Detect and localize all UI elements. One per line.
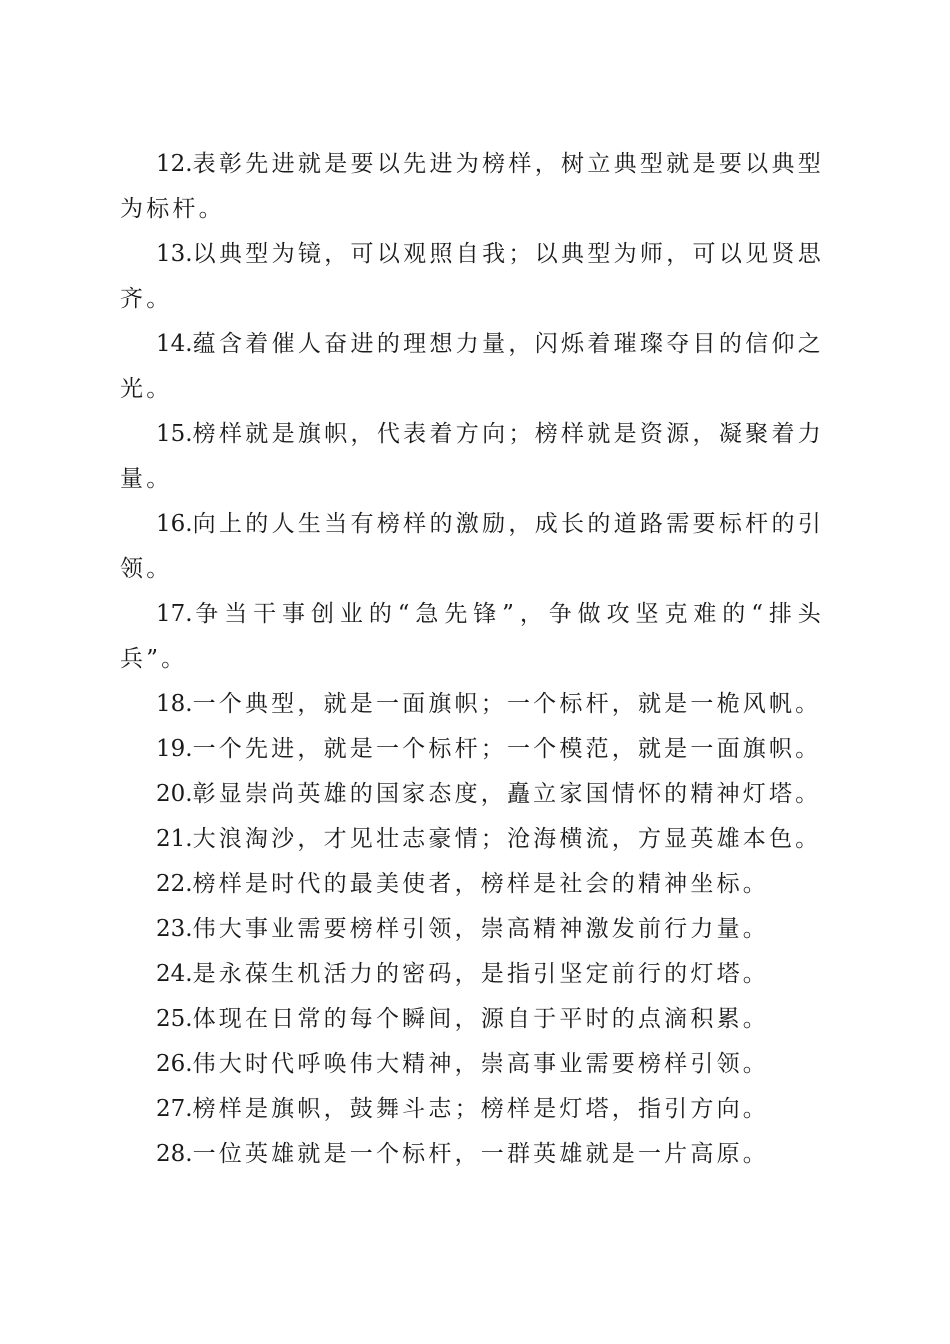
list-item: 27.榜样是旗帜，鼓舞斗志；榜样是灯塔，指引方向。 <box>156 1096 769 1122</box>
document-body <box>120 142 824 1177</box>
list-item: 22.榜样是时代的最美使者，榜样是社会的精神坐标。 <box>156 871 769 897</box>
list-item: 26.伟大时代呼唤伟大精神，崇高事业需要榜样引领。 <box>156 1051 769 1077</box>
list-item: 19.一个先进，就是一个标杆；一个模范，就是一面旗帜。 <box>156 736 822 762</box>
list-item: 16.向上的人生当有榜样的激励，成长的道路需要标杆的引领。 <box>120 511 824 582</box>
list-item: 25.体现在日常的每个瞬间，源自于平时的点滴积累。 <box>156 1006 769 1032</box>
list-item: 18.一个典型，就是一面旗帜；一个标杆，就是一桅风帆。 <box>156 691 822 717</box>
list-item: 24.是永葆生机活力的密码，是指引坚定前行的灯塔。 <box>156 961 769 987</box>
list-item: 12.表彰先进就是要以先进为榜样，树立典型就是要以典型为标杆。 <box>120 151 824 222</box>
list-item: 13.以典型为镜，可以观照自我；以典型为师，可以见贤思齐。 <box>120 241 824 312</box>
list-item: 20.彰显崇尚英雄的国家态度，矗立家国情怀的精神灯塔。 <box>156 781 822 807</box>
list-item: 17.争当干事创业的“急先锋”，争做攻坚克难的“排头兵”。 <box>120 601 824 672</box>
list-item: 23.伟大事业需要榜样引领，崇高精神激发前行力量。 <box>156 916 769 942</box>
list-item: 15.榜样就是旗帜，代表着方向；榜样就是资源，凝聚着力量。 <box>120 421 824 492</box>
list-item: 21.大浪淘沙，才见壮志豪情；沧海横流，方显英雄本色。 <box>156 826 822 852</box>
list-item: 14.蕴含着催人奋进的理想力量，闪烁着璀璨夺目的信仰之光。 <box>120 331 824 402</box>
list-item: 28.一位英雄就是一个标杆，一群英雄就是一片高原。 <box>156 1141 769 1167</box>
